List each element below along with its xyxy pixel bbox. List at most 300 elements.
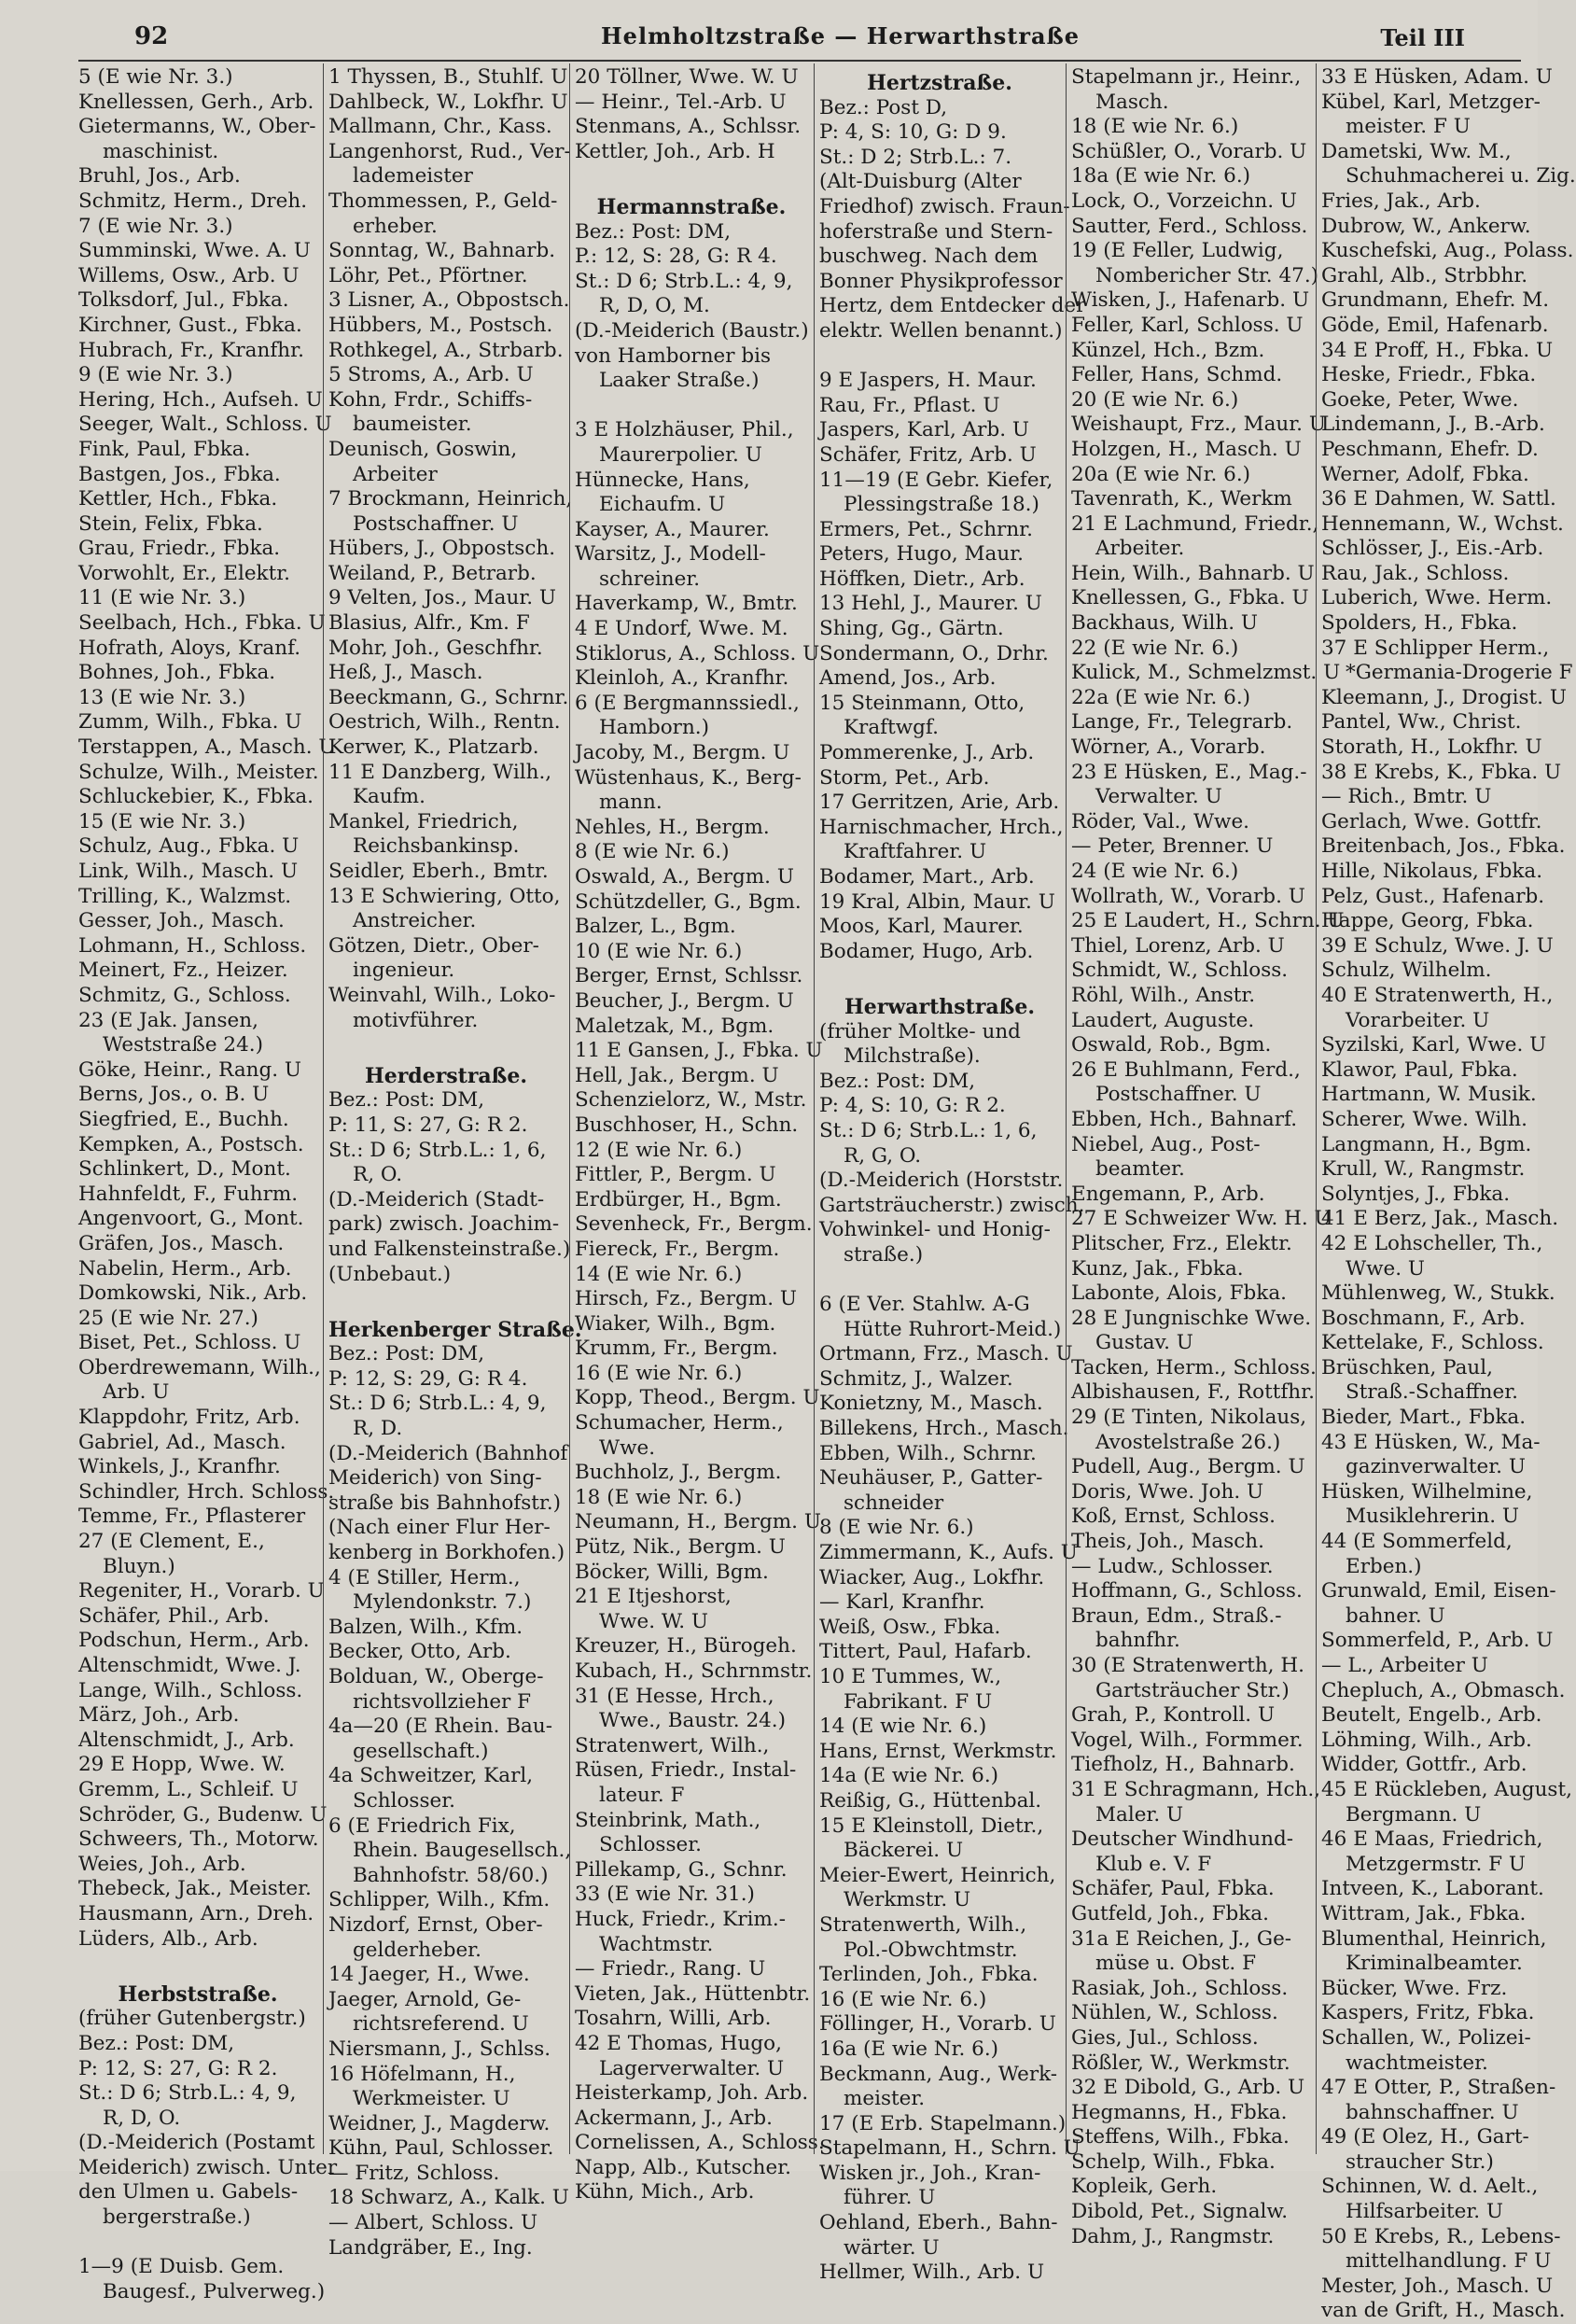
directory-entry: Vogel, Wilh., Formmer. bbox=[1071, 1728, 1304, 1752]
directory-entry: Pütz, Nik., Bergm. U bbox=[575, 1535, 786, 1560]
directory-entry: 6 (E Friedrich Fix, bbox=[328, 1813, 516, 1838]
directory-entry: 1—9 (E Duisb. Gem. bbox=[78, 2255, 285, 2279]
directory-entry: 34 E Proff, H., Fbka. U bbox=[1321, 338, 1554, 362]
entry-continuation: Werkmeister. U bbox=[353, 2087, 510, 2111]
directory-entry: 39 E Schulz, Wwe. J. U bbox=[1321, 933, 1554, 958]
directory-entry: Bez.: Post: DM, bbox=[819, 1069, 976, 1093]
column-5 bbox=[1071, 65, 1345, 2248]
directory-entry: Siegfried, E., Buchh. bbox=[78, 1107, 289, 1131]
directory-entry: Seidler, Eberh., Bmtr. bbox=[328, 860, 549, 883]
directory-entry: 1 Thyssen, B., Stuhlf. U bbox=[328, 65, 568, 89]
directory-entry: Terlinden, Joh., Fbka. bbox=[819, 1963, 1039, 1987]
directory-entry: 27 E Schweizer Ww. H. U bbox=[1071, 1207, 1332, 1231]
directory-entry: Kohn, Frdr., Schiffs- bbox=[328, 387, 533, 412]
directory-entry: Lohmann, H., Schloss. bbox=[78, 933, 307, 958]
directory-entry: Bez.: Post: DM, bbox=[575, 219, 732, 244]
directory-entry: Doris, Wwe. Joh. U bbox=[1071, 1479, 1264, 1504]
entry-continuation: Schuhmacherei u. Zig. bbox=[1346, 164, 1576, 189]
directory-entry: 37 E Schlipper Herm., bbox=[1321, 636, 1550, 660]
directory-entry: 22 (E wie Nr. 6.) bbox=[1071, 636, 1239, 660]
directory-entry: Gartsträucherstr.) zwisch. bbox=[819, 1193, 1085, 1217]
directory-entry: Plitscher, Frz., Elektr. bbox=[1071, 1231, 1292, 1255]
directory-entry: Blumenthal, Heinrich, bbox=[1321, 1926, 1547, 1951]
directory-entry: 4 E Undorf, Wwe. M. bbox=[575, 617, 788, 641]
directory-entry: Kleinloh, A., Kranfhr. bbox=[575, 666, 789, 691]
column-1 bbox=[78, 65, 338, 2303]
directory-entry: Schulz, Wilhelm. bbox=[1321, 959, 1492, 983]
directory-entry: Schweers, Th., Motorw. bbox=[78, 1827, 319, 1852]
directory-entry: Göde, Emil, Hafenarb. bbox=[1321, 313, 1549, 337]
directory-entry: Niersmann, J., Schlss. bbox=[328, 2037, 551, 2061]
page-header bbox=[78, 17, 1521, 62]
directory-entry: St.: D 6; Strb.L.: 1, 6, bbox=[819, 1118, 1038, 1142]
entry-continuation: Pol.-Obwchtmstr. bbox=[844, 1938, 1018, 1962]
directory-entry: Labonte, Alois, Fbka. bbox=[1071, 1281, 1287, 1306]
directory-entry: St.: D 6; Strb.L.: 4, 9, bbox=[328, 1392, 547, 1416]
entry-continuation: Arbeiter. bbox=[1095, 537, 1185, 561]
directory-entry: Werner, Adolf, Fbka. bbox=[1321, 462, 1529, 486]
directory-entry: 13 E Schwiering, Otto, bbox=[328, 884, 561, 908]
directory-entry: Meiderich) zwisch. Unter bbox=[78, 2155, 338, 2179]
directory-entry: Stratenwerth, Wilh., bbox=[819, 1912, 1027, 1937]
directory-entry: P.: 12, S: 28, G: R 4. bbox=[575, 245, 777, 269]
directory-entry: Berns, Jos., o. B. U bbox=[78, 1083, 270, 1107]
directory-entry: P: 4, S: 10, G: D 9. bbox=[819, 120, 1007, 145]
directory-entry: Hübbers, M., Postsch. bbox=[328, 313, 553, 337]
directory-entry: 36 E Dahmen, W. Sattl. bbox=[1321, 487, 1556, 511]
directory-entry: 19 (E Feller, Ludwig, bbox=[1071, 239, 1284, 263]
spacer bbox=[78, 1952, 317, 1977]
directory-entry: Grau, Friedr., Fbka. bbox=[78, 537, 281, 561]
directory-entry: 23 E Hüsken, E., Mag.- bbox=[1071, 760, 1307, 784]
directory-entry: Podschun, Herm., Arb. bbox=[78, 1629, 310, 1653]
directory-entry: 21 E Itjeshorst, bbox=[575, 1585, 732, 1609]
directory-entry: van de Grift, H., Masch. bbox=[1321, 2299, 1566, 2323]
directory-entry: Nehles, H., Bergm. bbox=[575, 815, 770, 839]
directory-entry: Gabriel, Ad., Masch. bbox=[78, 1430, 286, 1454]
entry-continuation: Werkmstr. U bbox=[844, 1888, 971, 1912]
entry-continuation: meister. F U bbox=[1346, 115, 1471, 139]
directory-entry: Willems, Osw., Arb. U bbox=[78, 263, 300, 287]
directory-entry: Kettelake, F., Schloss. bbox=[1321, 1331, 1544, 1355]
directory-entry: Albishausen, F., Rottfhr. bbox=[1071, 1380, 1315, 1405]
directory-entry: Feller, Hans, Schmd. bbox=[1071, 363, 1283, 387]
directory-entry: 24 (E wie Nr. 6.) bbox=[1071, 860, 1239, 883]
entry-continuation: Wachtmstr. bbox=[599, 1932, 714, 1956]
directory-entry: 14a (E wie Nr. 6.) bbox=[819, 1764, 999, 1788]
directory-entry: Feller, Karl, Schloss. U bbox=[1071, 313, 1304, 337]
directory-entry: Dubrow, W., Ankerw. bbox=[1321, 214, 1531, 238]
directory-entry: Domkowski, Nik., Arb. bbox=[78, 1281, 308, 1306]
entry-continuation: R, O. bbox=[353, 1163, 403, 1187]
directory-entry: Meinert, Fz., Heizer. bbox=[78, 959, 288, 983]
directory-entry: Bonner Physikprofessor bbox=[819, 269, 1063, 293]
directory-entry: Thiel, Lorenz, Arb. U bbox=[1071, 933, 1285, 958]
directory-entry: Regeniter, H., Vorarb. U bbox=[78, 1579, 325, 1603]
entry-continuation: gesellschaft.) bbox=[353, 1739, 489, 1763]
directory-entry: 50 E Krebs, R., Lebens- bbox=[1321, 2224, 1561, 2248]
directory-entry: Becker, Otto, Arb. bbox=[328, 1640, 511, 1664]
directory-entry: Storm, Pet., Arb. bbox=[819, 765, 990, 790]
directory-entry: Beeckmann, G., Schrnr. bbox=[328, 685, 569, 709]
directory-entry: P: 4, S: 10, G: R 2. bbox=[819, 1094, 1006, 1118]
directory-entry: Widder, Gottfr., Arb. bbox=[1321, 1753, 1527, 1777]
entry-continuation: bergerstraße.) bbox=[103, 2205, 251, 2230]
directory-entry: Bücker, Wwe. Frz. bbox=[1321, 1976, 1508, 2000]
directory-entry: Gerlach, Wwe. Gottfr. bbox=[1321, 809, 1542, 833]
directory-entry: Hans, Ernst, Werkmstr. bbox=[819, 1739, 1057, 1763]
directory-entry: Höffken, Dietr., Arb. bbox=[819, 567, 1025, 591]
directory-entry: Bastgen, Jos., Fbka. bbox=[78, 462, 281, 486]
column-6 bbox=[1321, 65, 1576, 2323]
directory-entry: Breitenbach, Jos., Fbka. bbox=[1321, 834, 1566, 859]
directory-entry: Weidner, J., Magderw. bbox=[328, 2111, 551, 2135]
directory-entry: Stapelmann, H., Schrn. U bbox=[819, 2136, 1081, 2161]
directory-entry: Hübers, J., Obpostsch. bbox=[328, 537, 556, 561]
directory-entry: St.: D 6; Strb.L.: 4, 9, bbox=[575, 269, 793, 293]
directory-entry: 46 E Maas, Friedrich, bbox=[1321, 1827, 1543, 1852]
entry-continuation: richtsvollzieher F bbox=[353, 1689, 532, 1714]
directory-entry: Kettler, Hch., Fbka. bbox=[78, 487, 278, 511]
entry-continuation: gazinverwalter. U bbox=[1346, 1455, 1526, 1479]
directory-entry: Rüsen, Friedr., Instal- bbox=[575, 1758, 797, 1783]
directory-entry: Balzer, L., Bgm. bbox=[575, 915, 736, 939]
entry-continuation: Anstreicher. bbox=[353, 909, 477, 933]
directory-entry: Langmann, H., Bgm. bbox=[1321, 1132, 1532, 1156]
entry-continuation: maschinist. bbox=[103, 139, 219, 163]
directory-entry: 14 Jaeger, H., Wwe. bbox=[328, 1963, 530, 1987]
entry-continuation: mittelhandlung. F U bbox=[1346, 2249, 1552, 2274]
entry-continuation: Mylendonkstr. 7.) bbox=[353, 1590, 532, 1615]
directory-entry: Intveen, K., Laborant. bbox=[1321, 1877, 1544, 1901]
entry-continuation: R, D, O, M. bbox=[599, 294, 710, 318]
directory-entry: 49 (E Olez, H., Gart- bbox=[1321, 2125, 1529, 2149]
directory-entry: Röder, Val., Wwe. bbox=[1071, 809, 1250, 833]
directory-entry: Berger, Ernst, Schlssr. bbox=[575, 964, 803, 988]
entry-continuation: führer. U bbox=[844, 2186, 936, 2210]
directory-entry: Boschmann, F., Arb. bbox=[1321, 1306, 1526, 1330]
directory-entry: Bruhl, Jos., Arb. bbox=[78, 164, 241, 189]
directory-entry: Chepluch, A., Obmasch. bbox=[1321, 1678, 1566, 1702]
directory-entry: Dibold, Pet., Signalw. bbox=[1071, 2200, 1289, 2224]
entry-continuation: Lagerverwalter. U bbox=[599, 2056, 785, 2080]
directory-entry: Stapelmann jr., Heinr., bbox=[1071, 65, 1302, 89]
street-heading: Herkenberger Straße. bbox=[328, 1317, 582, 1342]
directory-entry: Ackermann, J., Arb. bbox=[575, 2106, 774, 2130]
directory-entry: 9 Velten, Jos., Maur. U bbox=[328, 586, 557, 610]
directory-entry: buschweg. Nach dem bbox=[819, 245, 1039, 269]
directory-entry: Sonntag, W., Bahnarb. bbox=[328, 239, 556, 263]
directory-entry: Kopleik, Gerh. bbox=[1071, 2175, 1218, 2199]
directory-entry: Kühn, Paul, Schlosser. bbox=[328, 2136, 554, 2161]
directory-entry: Stratenwert, Wilh., bbox=[575, 1733, 770, 1757]
street-heading: Herwarthstraße. bbox=[844, 994, 1036, 1019]
directory-entry: (D.-Meiderich (Bahnhof bbox=[328, 1441, 568, 1465]
entry-continuation: R, D, O. bbox=[103, 2106, 181, 2130]
directory-entry: Krumm, Fr., Bergm. bbox=[575, 1337, 778, 1361]
entry-continuation: Avostelstraße 26.) bbox=[1095, 1430, 1281, 1454]
directory-entry: 4 (E Stiller, Herm., bbox=[328, 1565, 521, 1589]
column-3 bbox=[575, 65, 825, 2205]
directory-entry: 43 E Hüsken, W., Ma- bbox=[1321, 1430, 1541, 1454]
entry-continuation: Postschaffner. U bbox=[353, 511, 519, 536]
directory-entry: 18 Schwarz, A., Kalk. U bbox=[328, 2186, 569, 2210]
entry-continuation: Maurerpolier. U bbox=[599, 442, 762, 467]
directory-entry: Thebeck, Jak., Meister. bbox=[78, 1877, 312, 1901]
directory-entry: Summinski, Wwe. A. U bbox=[78, 239, 311, 263]
directory-entry: 4a—20 (E Rhein. Bau- bbox=[328, 1715, 552, 1739]
directory-entry: Föllinger, H., Vorarb. U bbox=[819, 2012, 1056, 2037]
directory-entry: 27 (E Clement, E., bbox=[78, 1530, 265, 1554]
street-heading: Hermannstraße. bbox=[596, 194, 787, 219]
directory-entry: — Fritz, Schloss. bbox=[328, 2161, 500, 2185]
directory-entry: Schmitz, J., Walzer. bbox=[819, 1366, 1013, 1391]
directory-entry: 10 (E wie Nr. 6.) bbox=[575, 939, 743, 963]
directory-entry: Seelbach, Hch., Fbka. U bbox=[78, 611, 326, 636]
directory-entry: Balzen, Wilh., Kfm. bbox=[328, 1615, 523, 1639]
directory-entry: Wiaker, Wilh., Bgm. bbox=[575, 1311, 776, 1336]
directory-entry: (früher Gutenbergstr.) bbox=[78, 2007, 306, 2031]
directory-entry: Wiacker, Aug., Lokfhr. bbox=[819, 1565, 1045, 1589]
directory-entry: 47 E Otter, P., Straßen- bbox=[1321, 2076, 1556, 2100]
directory-entry: Kuschefski, Aug., Polass. bbox=[1321, 239, 1574, 263]
entry-continuation: Schlosser. bbox=[353, 1788, 455, 1813]
directory-entry: Huck, Friedr., Krim.- bbox=[575, 1907, 787, 1931]
directory-entry: Schenzielorz, W., Mstr. bbox=[575, 1088, 807, 1113]
entry-continuation: Arbeiter bbox=[353, 462, 438, 486]
directory-entry: Schulze, Wilh., Meister. bbox=[78, 760, 319, 784]
directory-entry: Billekens, Hrch., Masch. bbox=[819, 1417, 1069, 1441]
directory-entry: Schmidt, W., Schloss. bbox=[1071, 959, 1289, 983]
columns-area bbox=[78, 62, 1576, 2323]
directory-entry: 4a Schweitzer, Karl, bbox=[328, 1764, 534, 1788]
directory-entry: Tolksdorf, Jul., Fbka. bbox=[78, 288, 289, 313]
directory-entry: 25 E Laudert, H., Schrn. U bbox=[1071, 909, 1345, 933]
directory-entry: Kaspers, Fritz, Fbka. bbox=[1321, 2001, 1535, 2025]
directory-entry: straße bis Bahnhofstr.) bbox=[328, 1491, 562, 1515]
directory-entry: Bodamer, Hugo, Arb. bbox=[819, 939, 1034, 963]
directory-entry: den Ulmen u. Gabels- bbox=[78, 2180, 299, 2205]
directory-entry: Angenvoort, G., Mont. bbox=[78, 1207, 304, 1231]
directory-entry: 33 E Hüsken, Adam. U bbox=[1321, 65, 1553, 89]
directory-entry: Stein, Felix, Fbka. bbox=[78, 511, 263, 536]
directory-entry: Mallmann, Chr., Kass. bbox=[328, 115, 552, 139]
directory-entry: Gräfen, Jos., Masch. bbox=[78, 1231, 285, 1255]
directory-entry: Lüders, Alb., Arb. bbox=[78, 1926, 258, 1951]
directory-entry: 44 (E Sommerfeld, bbox=[1321, 1530, 1513, 1554]
directory-entry: 17 Gerritzen, Arie, Arb. bbox=[819, 791, 1060, 815]
directory-entry: Erdbürger, H., Bgm. bbox=[575, 1187, 782, 1211]
column-divider bbox=[569, 63, 570, 2154]
entry-continuation: schreiner. bbox=[599, 567, 701, 591]
directory-entry: Amend, Jos., Arb. bbox=[819, 666, 997, 691]
directory-entry: Kubach, H., Schrnmstr. bbox=[575, 1659, 813, 1683]
directory-entry: Hering, Hch., Aufseh. U bbox=[78, 387, 323, 412]
directory-entry: 13 Hehl, J., Maurer. U bbox=[819, 592, 1042, 616]
directory-entry: 31a E Reichen, J., Ge- bbox=[1071, 1926, 1292, 1951]
directory-entry: Heske, Friedr., Fbka. bbox=[1321, 363, 1537, 387]
directory-entry: Bez.: Post: DM, bbox=[328, 1088, 485, 1113]
directory-entry: Moos, Karl, Maurer. bbox=[819, 915, 1024, 939]
directory-entry: Beucher, J., Bergm. U bbox=[575, 988, 794, 1013]
directory-entry: Göke, Heinr., Rang. U bbox=[78, 1057, 302, 1082]
directory-entry: 29 (E Tinten, Nikolaus, bbox=[1071, 1406, 1307, 1430]
directory-entry: 18a (E wie Nr. 6.) bbox=[1071, 164, 1251, 189]
directory-entry: Pudell, Aug., Bergm. U bbox=[1071, 1455, 1305, 1479]
directory-entry: Grah, P., Kontroll. U bbox=[1071, 1703, 1276, 1728]
directory-entry: 31 E Schragmann, Hch., bbox=[1071, 1777, 1321, 1801]
directory-entry: Gietermanns, W., Ober- bbox=[78, 115, 316, 139]
directory-entry: P: 12, S: 29, G: R 4. bbox=[328, 1366, 528, 1391]
running-title: Helmholtzstraße — Herwarthstraße bbox=[601, 22, 1081, 49]
directory-entry: 8 (E wie Nr. 6.) bbox=[819, 1516, 974, 1540]
directory-entry: Kleemann, J., Drogist. U bbox=[1321, 685, 1567, 709]
directory-entry: 6 (E Bergmannssiedl., bbox=[575, 691, 800, 715]
directory-entry: Lange, Wilh., Schloss. bbox=[78, 1678, 303, 1702]
spacer bbox=[819, 964, 1060, 989]
directory-entry: Temme, Fr., Pflasterer bbox=[78, 1505, 306, 1529]
directory-entry: Koß, Ernst, Schloss. bbox=[1071, 1505, 1276, 1529]
directory-entry: Luberich, Wwe. Herm. bbox=[1321, 586, 1553, 610]
directory-entry: Meier-Ewert, Heinrich, bbox=[819, 1863, 1056, 1887]
directory-entry: hoferstraße und Stern- bbox=[819, 219, 1053, 244]
directory-entry: Schindler, Hrch. Schloss. bbox=[78, 1479, 335, 1504]
directory-entry: Pantel, Ww., Christ. bbox=[1321, 710, 1522, 735]
directory-entry: 14 (E wie Nr. 6.) bbox=[819, 1715, 987, 1739]
directory-entry: 25 (E wie Nr. 27.) bbox=[78, 1306, 258, 1330]
directory-entry: Kulick, M., Schmelzmst. U bbox=[1071, 661, 1341, 685]
directory-entry: Syzilski, Karl, Wwe. U bbox=[1321, 1033, 1547, 1057]
entry-continuation: wachtmeister. bbox=[1346, 2051, 1488, 2075]
directory-entry: Altenschmidt, Wwe. J. bbox=[78, 1654, 301, 1677]
entry-continuation: Rhein. Baugesellsch., bbox=[353, 1839, 572, 1863]
entry-continuation: Kaufm. bbox=[353, 785, 425, 809]
directory-entry: Böcker, Willi, Bgm. bbox=[575, 1560, 769, 1584]
directory-entry: Löhr, Pet., Pförtner. bbox=[328, 263, 528, 287]
directory-entry: Zimmermann, K., Aufs. U bbox=[819, 1541, 1078, 1565]
directory-entry: Seeger, Walt., Schloss. U bbox=[78, 413, 332, 437]
entry-continuation: Postschaffner. U bbox=[1095, 1083, 1262, 1107]
page-number: 92 bbox=[134, 22, 169, 50]
directory-entry: Rothkegel, A., Strbarb. bbox=[328, 338, 564, 362]
entry-continuation: baumeister. bbox=[353, 413, 472, 437]
directory-entry: Grahl, Alb., Strbbhr. bbox=[1321, 263, 1528, 287]
directory-entry: Hahnfeldt, F., Fuhrm. bbox=[78, 1182, 299, 1206]
directory-entry: 11—19 (E Gebr. Kiefer, bbox=[819, 468, 1053, 492]
directory-entry: 42 E Lohscheller, Th., bbox=[1321, 1231, 1543, 1255]
entry-continuation: richtsreferend. U bbox=[353, 2012, 529, 2037]
directory-entry: Vorwohlt, Er., Elektr. bbox=[78, 561, 290, 585]
directory-entry: Cornelissen, A., Schloss. bbox=[575, 2131, 825, 2155]
directory-entry: 11 (E wie Nr. 3.) bbox=[78, 586, 246, 610]
directory-entry: Hartmann, W. Musik. bbox=[1321, 1083, 1537, 1107]
entry-continuation: Hamborn.) bbox=[599, 716, 710, 740]
entry-continuation: Wwe., Baustr. 24.) bbox=[599, 1709, 787, 1733]
directory-entry: Kunz, Jak., Fbka. bbox=[1071, 1256, 1244, 1281]
directory-entry: Blasius, Alfr., Km. F bbox=[328, 611, 530, 636]
directory-entry: Happe, Georg, Fbka. bbox=[1321, 909, 1534, 933]
entry-continuation: Bluyn.) bbox=[103, 1554, 175, 1578]
directory-entry: Sevenheck, Fr., Bergm. bbox=[575, 1212, 813, 1237]
directory-entry: Nizdorf, Ernst, Ober- bbox=[328, 1912, 543, 1937]
directory-entry: Hertz, dem Entdecker der bbox=[819, 294, 1086, 318]
entry-continuation: ingenieur. bbox=[353, 959, 455, 983]
entry-continuation: Laaker Straße.) bbox=[599, 369, 760, 393]
directory-entry: (D.-Meiderich (Postamt bbox=[78, 2131, 315, 2155]
directory-entry: Hein, Wilh., Bahnarb. U bbox=[1071, 561, 1315, 585]
part-label: Teil III bbox=[1380, 24, 1465, 51]
directory-entry: Schulz, Aug., Fbka. U bbox=[78, 834, 300, 859]
directory-entry: 42 E Thomas, Hugo, bbox=[575, 2031, 782, 2055]
directory-entry: St.: D 6; Strb.L.: 1, 6, bbox=[328, 1138, 547, 1162]
directory-entry: Weishaupt, Frz., Maur. U bbox=[1071, 413, 1326, 437]
directory-entry: elektr. Wellen benannt.) bbox=[819, 318, 1063, 343]
directory-entry: Fittler, P., Bergm. U bbox=[575, 1163, 776, 1187]
directory-entry: — Heinr., Tel.-Arb. U bbox=[575, 90, 787, 114]
entry-continuation: meister. bbox=[844, 2087, 926, 2111]
spacer bbox=[819, 344, 1060, 370]
entry-continuation: lateur. F bbox=[599, 1783, 685, 1807]
directory-entry: Bez.: Post D, bbox=[819, 95, 948, 119]
directory-entry: Sondermann, O., Drhr. bbox=[819, 641, 1049, 665]
directory-entry: 18 (E wie Nr. 6.) bbox=[1071, 115, 1239, 139]
directory-entry: Mester, Joh., Masch. U bbox=[1321, 2274, 1554, 2298]
spacer bbox=[575, 164, 808, 189]
entry-continuation: beamter. bbox=[1095, 1157, 1185, 1182]
directory-entry: 16 (E wie Nr. 6.) bbox=[575, 1361, 743, 1385]
directory-entry: 41 E Berz, Jak., Masch. bbox=[1321, 1207, 1559, 1231]
directory-entry: Wörner, A., Vorarb. bbox=[1071, 735, 1266, 760]
entry-continuation: Verwalter. U bbox=[1095, 785, 1222, 809]
directory-entry: Reißig, G., Hüttenbal. bbox=[819, 1788, 1042, 1813]
directory-entry: Tacken, Herm., Schloss. bbox=[1071, 1355, 1317, 1379]
entry-continuation: lademeister bbox=[353, 164, 473, 189]
entry-continuation: Straß.-Schaffner. bbox=[1346, 1380, 1518, 1405]
directory-entry: Hille, Nikolaus, Fbka. bbox=[1321, 860, 1543, 883]
directory-entry: Oehland, Eberh., Bahn- bbox=[819, 2211, 1058, 2235]
directory-entry: Grunwald, Emil, Eisen- bbox=[1321, 1579, 1556, 1603]
directory-entry: Kirchner, Gust., Fbka. bbox=[78, 313, 302, 337]
directory-entry: 30 (E Stratenwerth, H. bbox=[1071, 1654, 1304, 1677]
directory-entry: Goeke, Peter, Wwe. bbox=[1321, 387, 1519, 412]
directory-entry: Weiland, P., Betrarb. bbox=[328, 561, 537, 585]
entry-continuation: Hilfsarbeiter. U bbox=[1346, 2200, 1504, 2224]
directory-entry: Deutscher Windhund- bbox=[1071, 1827, 1293, 1852]
directory-entry: Gremm, L., Schleif. U bbox=[78, 1777, 299, 1801]
directory-entry: Biset, Pet., Schloss. U bbox=[78, 1331, 301, 1355]
directory-entry: Friedhof) zwisch. Fraun- bbox=[819, 194, 1070, 218]
directory-entry: P: 11, S: 27, G: R 2. bbox=[328, 1113, 528, 1137]
directory-entry: Nühlen, W., Schloss. bbox=[1071, 2001, 1278, 2025]
directory-entry: Terstappen, A., Masch. U bbox=[78, 735, 336, 760]
directory-entry: Spolders, H., Fbka. bbox=[1321, 611, 1518, 636]
directory-entry: 6 (E Ver. Stahlw. A-G bbox=[819, 1293, 1030, 1317]
directory-entry: 20 (E wie Nr. 6.) bbox=[1071, 387, 1239, 412]
entry-continuation: Kraftwgf. bbox=[844, 716, 939, 740]
directory-entry: (D.-Meiderich (Horststr. bbox=[819, 1169, 1064, 1193]
directory-entry: Dahlbeck, W., Lokfhr. U bbox=[328, 90, 568, 114]
directory-entry: Lange, Fr., Telegrarb. bbox=[1071, 710, 1293, 735]
directory-entry: 9 (E wie Nr. 3.) bbox=[78, 363, 233, 387]
directory-entry: Bolduan, W., Oberge- bbox=[328, 1665, 544, 1688]
directory-entry: Theis, Joh., Masch. bbox=[1071, 1530, 1264, 1554]
directory-entry: Mankel, Friedrich, bbox=[328, 809, 519, 833]
entry-continuation: R, G, O. bbox=[844, 1143, 922, 1168]
entry-continuation: Wwe. bbox=[599, 1435, 656, 1460]
entry-continuation: Bahnhofstr. 58/60.) bbox=[353, 1863, 549, 1887]
directory-entry: Kempken, A., Postsch. bbox=[78, 1132, 304, 1156]
street-heading: Herbststraße. bbox=[118, 1981, 278, 2007]
